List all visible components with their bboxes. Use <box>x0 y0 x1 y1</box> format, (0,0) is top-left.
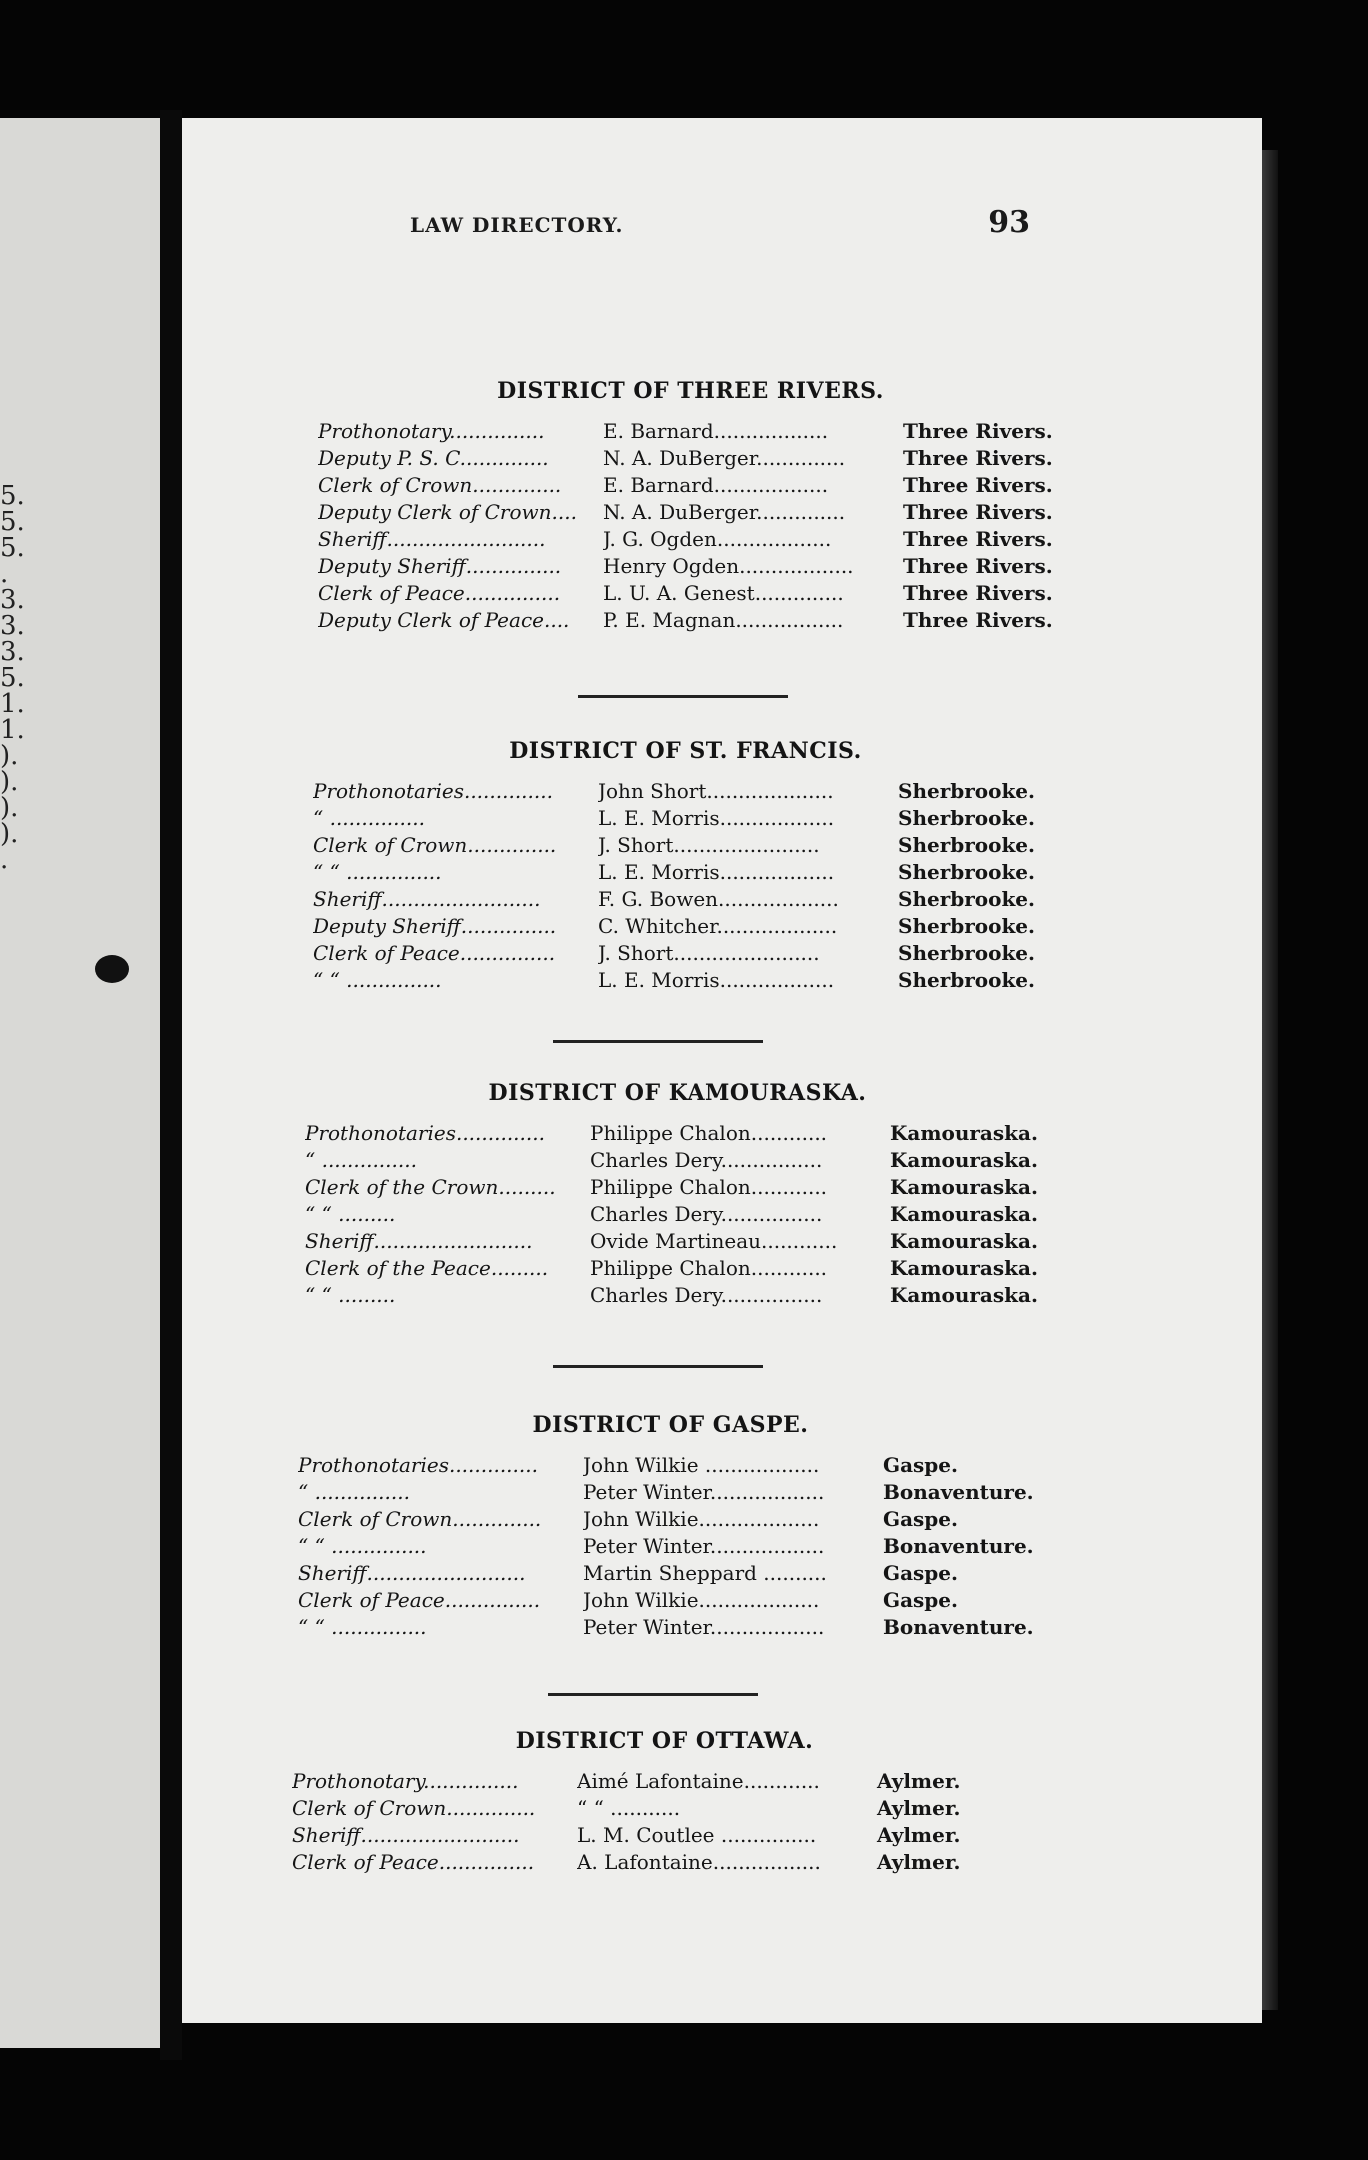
holder-cell: N. A. DuBerger.............. <box>603 500 846 524</box>
place-cell: Bonaventure. <box>883 1615 1034 1639</box>
holder-cell: J. Short....................... <box>598 941 820 965</box>
holder-cell: Charles Dery................ <box>590 1202 823 1226</box>
place-cell: Aylmer. <box>877 1769 961 1793</box>
place-cell: Kamouraska. <box>890 1283 1038 1307</box>
place-cell: Three Rivers. <box>903 419 1053 443</box>
office-cell: Clerk of Crown.............. <box>292 1796 536 1820</box>
office-cell: Clerk of Crown.............. <box>318 473 562 497</box>
section-title: DISTRICT OF ST. FRANCIS. <box>509 738 862 764</box>
directory-row <box>318 580 1063 607</box>
place-cell: Gaspe. <box>883 1453 958 1477</box>
holder-cell: Charles Dery................ <box>590 1148 823 1172</box>
holder-cell: N. A. DuBerger.............. <box>603 446 846 470</box>
section-title: DISTRICT OF GASPE. <box>532 1412 809 1438</box>
directory-row <box>305 1147 1050 1174</box>
holder-cell: Aimé Lafontaine............ <box>577 1769 820 1793</box>
directory-row <box>298 1479 1043 1506</box>
holder-cell: John Wilkie................... <box>583 1507 820 1531</box>
section-title: DISTRICT OF KAMOURASKA. <box>488 1080 867 1106</box>
directory-row <box>305 1228 1050 1255</box>
office-cell: Clerk of Crown.............. <box>298 1507 542 1531</box>
directory-row <box>292 1795 1037 1822</box>
office-cell: “ “ ......... <box>305 1202 396 1226</box>
office-cell: Clerk of Crown.............. <box>313 833 557 857</box>
holder-cell: John Wilkie .................. <box>583 1453 820 1477</box>
directory-row <box>298 1587 1043 1614</box>
place-cell: Three Rivers. <box>903 500 1053 524</box>
office-cell: Clerk of Peace............... <box>313 941 556 965</box>
section-divider <box>553 1365 763 1368</box>
directory-row <box>298 1452 1043 1479</box>
holder-cell: Philippe Chalon............ <box>590 1121 828 1145</box>
directory-row <box>318 553 1063 580</box>
directory-row <box>305 1201 1050 1228</box>
place-cell: Sherbrooke. <box>898 806 1035 830</box>
office-cell: Deputy Sheriff............... <box>318 554 562 578</box>
place-cell: Sherbrooke. <box>898 887 1035 911</box>
office-cell: “ “ ............... <box>298 1615 427 1639</box>
running-title: LAW DIRECTORY. <box>410 213 624 237</box>
section-title: DISTRICT OF OTTAWA. <box>515 1728 814 1754</box>
office-cell: “ “ ............... <box>313 860 442 884</box>
office-cell: Clerk of the Crown......... <box>305 1175 556 1199</box>
place-cell: Gaspe. <box>883 1561 958 1585</box>
holder-cell: L. E. Morris.................. <box>598 968 835 992</box>
directory-row <box>318 607 1063 634</box>
place-cell: Aylmer. <box>877 1823 961 1847</box>
holder-cell: L. E. Morris.................. <box>598 860 835 884</box>
book-gutter <box>160 110 182 2060</box>
holder-cell: Ovide Martineau............ <box>590 1229 838 1253</box>
holder-cell: L. E. Morris.................. <box>598 806 835 830</box>
directory-row <box>305 1282 1050 1309</box>
directory-row <box>298 1560 1043 1587</box>
section-title: DISTRICT OF THREE RIVERS. <box>497 378 884 404</box>
place-cell: Sherbrooke. <box>898 860 1035 884</box>
directory-row <box>313 805 1058 832</box>
office-cell: Prothonotaries.............. <box>313 779 553 803</box>
holder-cell: L. U. A. Genest.............. <box>603 581 844 605</box>
directory-row <box>318 418 1063 445</box>
directory-row <box>318 499 1063 526</box>
page-edge <box>1262 150 1278 2010</box>
holder-cell: Charles Dery................ <box>590 1283 823 1307</box>
office-cell: Prothonotary............... <box>292 1769 519 1793</box>
place-cell: Sherbrooke. <box>898 914 1035 938</box>
section-st-francis <box>313 738 1058 994</box>
holder-cell: C. Whitcher................... <box>598 914 838 938</box>
directory-row <box>318 526 1063 553</box>
page-header <box>410 205 1030 245</box>
office-cell: Prothonotaries.............. <box>305 1121 545 1145</box>
section-divider <box>578 695 788 698</box>
place-cell: Bonaventure. <box>883 1480 1034 1504</box>
office-cell: Clerk of the Peace......... <box>305 1256 549 1280</box>
directory-row <box>313 778 1058 805</box>
page-number: 93 <box>988 205 1030 240</box>
holder-cell: A. Lafontaine................. <box>577 1850 821 1874</box>
holder-cell: Philippe Chalon............ <box>590 1256 828 1280</box>
office-cell: Deputy P. S. C.............. <box>318 446 549 470</box>
place-cell: Three Rivers. <box>903 473 1053 497</box>
place-cell: Kamouraska. <box>890 1148 1038 1172</box>
office-cell: “ “ ............... <box>313 968 442 992</box>
place-cell: Kamouraska. <box>890 1121 1038 1145</box>
directory-row <box>313 967 1058 994</box>
place-cell: Sherbrooke. <box>898 941 1035 965</box>
directory-row <box>305 1174 1050 1201</box>
directory-row <box>292 1822 1037 1849</box>
place-cell: Kamouraska. <box>890 1202 1038 1226</box>
office-cell: Sheriff......................... <box>318 527 546 551</box>
office-cell: “ “ ......... <box>305 1283 396 1307</box>
place-cell: Three Rivers. <box>903 608 1053 632</box>
holder-cell: Martin Sheppard .......... <box>583 1561 827 1585</box>
directory-row <box>292 1849 1037 1876</box>
section-kamouraska <box>305 1080 1050 1309</box>
holder-cell: John Wilkie................... <box>583 1588 820 1612</box>
place-cell: Kamouraska. <box>890 1175 1038 1199</box>
holder-cell: Philippe Chalon............ <box>590 1175 828 1199</box>
holder-cell: “ “ ........... <box>577 1796 681 1820</box>
holder-cell: John Short.................... <box>598 779 834 803</box>
office-cell: “ ............... <box>305 1148 417 1172</box>
office-cell: Sheriff......................... <box>305 1229 533 1253</box>
section-divider <box>553 1040 763 1043</box>
directory-row <box>298 1506 1043 1533</box>
office-cell: Prothonotaries.............. <box>298 1453 538 1477</box>
office-cell: Sheriff......................... <box>292 1823 520 1847</box>
office-cell: “ ............... <box>313 806 425 830</box>
directory-row <box>318 445 1063 472</box>
place-cell: Three Rivers. <box>903 527 1053 551</box>
office-cell: Sheriff......................... <box>313 887 541 911</box>
ink-blot <box>95 955 129 983</box>
directory-row <box>313 859 1058 886</box>
place-cell: Sherbrooke. <box>898 779 1035 803</box>
holder-cell: J. G. Ogden.................. <box>603 527 832 551</box>
directory-row <box>298 1614 1043 1641</box>
place-cell: Sherbrooke. <box>898 968 1035 992</box>
holder-cell: E. Barnard.................. <box>603 419 829 443</box>
office-cell: “ “ ............... <box>298 1534 427 1558</box>
place-cell: Kamouraska. <box>890 1229 1038 1253</box>
office-cell: Prothonotary............... <box>318 419 545 443</box>
office-cell: Deputy Clerk of Crown.... <box>318 500 577 524</box>
section-three-rivers <box>318 378 1063 634</box>
place-cell: Gaspe. <box>883 1507 958 1531</box>
place-cell: Three Rivers. <box>903 446 1053 470</box>
place-cell: Sherbrooke. <box>898 833 1035 857</box>
section-divider <box>548 1693 758 1696</box>
holder-cell: Peter Winter.................. <box>583 1615 825 1639</box>
office-cell: “ ............... <box>298 1480 410 1504</box>
directory-row <box>313 913 1058 940</box>
place-cell: Bonaventure. <box>883 1534 1034 1558</box>
office-cell: Sheriff......................... <box>298 1561 526 1585</box>
holder-cell: F. G. Bowen................... <box>598 887 839 911</box>
holder-cell: Peter Winter.................. <box>583 1534 825 1558</box>
directory-row <box>298 1533 1043 1560</box>
directory-row <box>305 1120 1050 1147</box>
holder-cell: Peter Winter.................. <box>583 1480 825 1504</box>
directory-row <box>318 472 1063 499</box>
directory-row <box>313 886 1058 913</box>
place-cell: Three Rivers. <box>903 581 1053 605</box>
place-cell: Kamouraska. <box>890 1256 1038 1280</box>
place-cell: Aylmer. <box>877 1796 961 1820</box>
directory-row <box>305 1255 1050 1282</box>
directory-row <box>313 832 1058 859</box>
directory-row <box>313 940 1058 967</box>
place-cell: Three Rivers. <box>903 554 1053 578</box>
place-cell: Aylmer. <box>877 1850 961 1874</box>
office-cell: Clerk of Peace............... <box>318 581 561 605</box>
section-ottawa <box>292 1728 1037 1876</box>
facing-page-fragment <box>0 118 160 2048</box>
office-cell: Clerk of Peace............... <box>292 1850 535 1874</box>
directory-row <box>292 1768 1037 1795</box>
facing-page-marks: 5. 5. 5. . 3. 3. 3. 5. 1. 1. ). ). ). ). . <box>0 481 25 875</box>
office-cell: Clerk of Peace............... <box>298 1588 541 1612</box>
holder-cell: L. M. Coutlee ............... <box>577 1823 817 1847</box>
holder-cell: P. E. Magnan................. <box>603 608 844 632</box>
office-cell: Deputy Sheriff............... <box>313 914 557 938</box>
holder-cell: J. Short....................... <box>598 833 820 857</box>
holder-cell: E. Barnard.................. <box>603 473 829 497</box>
office-cell: Deputy Clerk of Peace.... <box>318 608 570 632</box>
place-cell: Gaspe. <box>883 1588 958 1612</box>
section-gaspe <box>298 1412 1043 1641</box>
holder-cell: Henry Ogden.................. <box>603 554 854 578</box>
